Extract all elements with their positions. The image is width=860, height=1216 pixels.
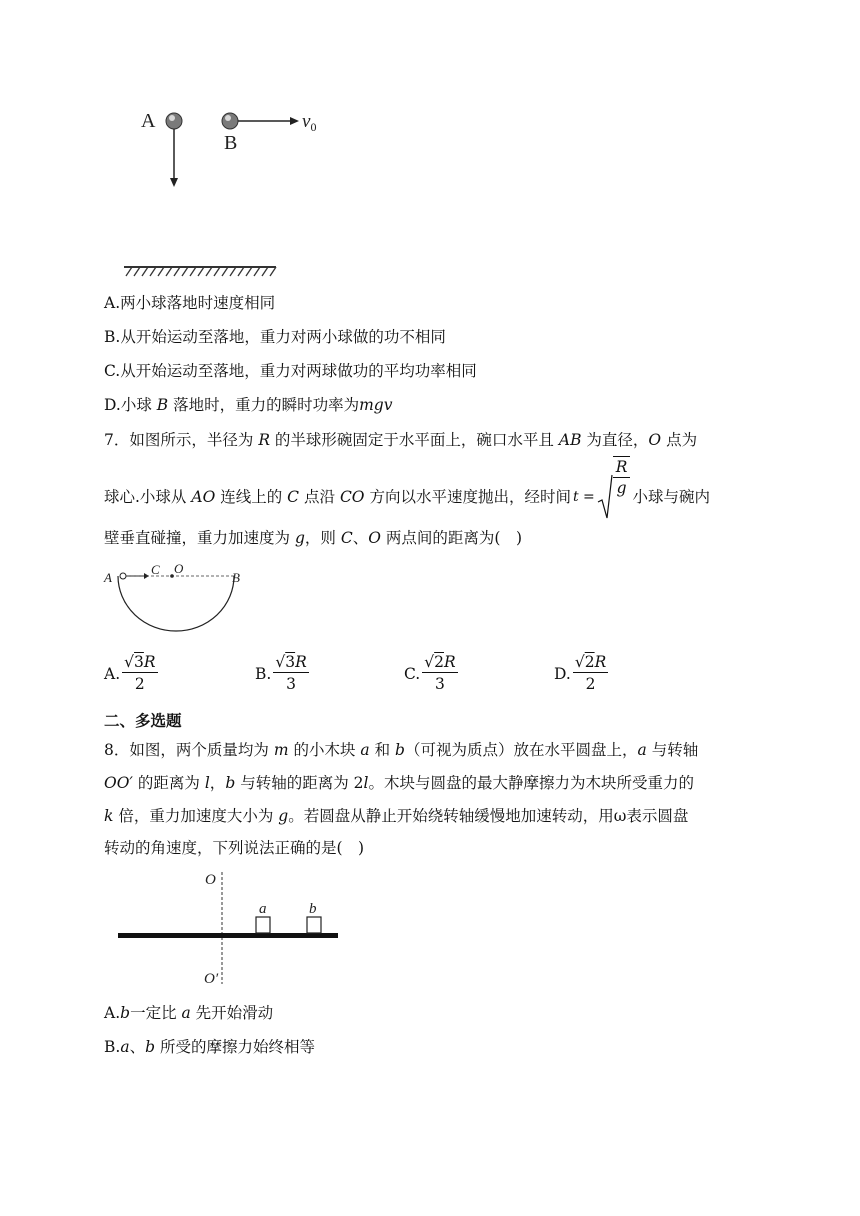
block-a-label: a xyxy=(259,901,267,917)
label-v0: $v_0$ xyxy=(302,111,317,134)
q6-option-d[interactable]: D.小球 B 落地时，重力的瞬时功率为mgv xyxy=(104,396,393,414)
q6-option-a[interactable]: A.两小球落地时速度相同 xyxy=(104,294,276,312)
q7-stem-line2: 球心.小球从 AO 连线上的 C 点沿 CO 方向以水平速度抛出，经时间 t = R g 小球与碗内 xyxy=(104,474,710,520)
q8-option-b[interactable]: B.a、b 所受的摩擦力始终相等 xyxy=(104,1038,315,1056)
bowl-arc xyxy=(118,576,234,631)
disk xyxy=(118,933,338,938)
bowl-label-c: C xyxy=(151,562,160,577)
bowl-label-b: B xyxy=(232,570,240,585)
q8-option-a[interactable]: A.b一定比 a 先开始滑动 xyxy=(104,1004,274,1022)
block-a xyxy=(256,917,270,933)
q7-stem-line1: 7．如图所示，半径为 R 的半球形碗固定于水平面上，碗口水平且 AB 为直径，O 点为 xyxy=(104,431,698,449)
q7-option-a[interactable]: A. $\frac{√3R}{2}$ xyxy=(104,653,156,693)
q6-option-b[interactable]: B.从开始运动至落地，重力对两小球做的功不相同 xyxy=(104,328,446,346)
q8-stem-line4: 转动的角速度，下列说法正确的是( ) xyxy=(104,839,365,857)
axis-label-o-prime: O′ xyxy=(204,971,219,987)
axis-label-o: O xyxy=(205,872,216,888)
bowl-label-o: O xyxy=(174,561,184,576)
q7-stem-line3: 壁垂直碰撞，重力加速度为 g，则 C、O 两点间的距离为( ) xyxy=(104,529,522,547)
q7-option-d[interactable]: D. $\frac{√2R}{2}$ xyxy=(554,653,607,693)
figure-rotating-disk xyxy=(110,866,350,991)
ball-a xyxy=(166,113,182,129)
ground-hatching xyxy=(126,267,276,276)
block-b xyxy=(307,917,321,933)
figure-bowl xyxy=(100,560,260,640)
q7-option-c[interactable]: C. $\frac{√2R}{3}$ xyxy=(404,653,456,693)
q8-stem-line1: 8．如图，两个质量均为 m 的小木块 a 和 b（可视为质点）放在水平圆盘上，a 与转轴 xyxy=(104,741,699,759)
q8-stem-line3: k 倍，重力加速度大小为 g。若圆盘从静止开始绕转轴缓慢地加速转动，用ω表示圆盘 xyxy=(104,807,689,825)
section-heading-multi-choice: 二、多选题 xyxy=(104,712,182,730)
block-b-label: b xyxy=(309,901,317,917)
label-a: A xyxy=(141,110,156,132)
q7-option-b[interactable]: B. $\frac{√3R}{3}$ xyxy=(255,653,307,693)
q6-option-c[interactable]: C.从开始运动至落地，重力对两球做功的平均功率相同 xyxy=(104,362,477,380)
bowl-label-a: A xyxy=(104,570,112,585)
figure-two-balls xyxy=(110,100,350,285)
label-b: B xyxy=(224,132,238,154)
ball-b xyxy=(222,113,238,129)
bowl-ball xyxy=(120,573,126,579)
time-formula: t = R g xyxy=(573,474,630,520)
q8-stem-line2: OO′ 的距离为 l，b 与转轴的距离为 2l。木块与圆盘的最大静摩擦力为木块所受重力的 xyxy=(104,774,694,792)
